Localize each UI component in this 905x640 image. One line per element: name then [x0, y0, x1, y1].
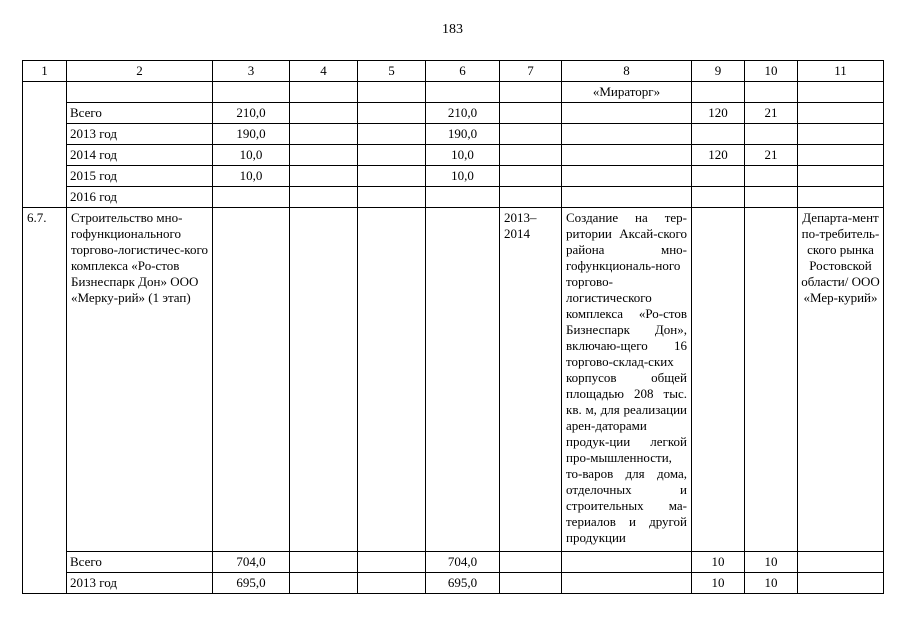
- item-period: 2013–2014: [500, 208, 562, 552]
- cell-col6: [426, 187, 500, 208]
- program-table: [22, 60, 884, 594]
- header-cell: 3: [213, 61, 290, 82]
- cell-col10: 21: [745, 145, 798, 166]
- row-label: Всего: [67, 552, 213, 573]
- row-label: 2016 год: [67, 187, 213, 208]
- header-cell: 5: [358, 61, 426, 82]
- row-label: 2013 год: [67, 573, 213, 594]
- table-row: [23, 82, 884, 103]
- item-row: [23, 208, 884, 552]
- cell-col6: 210,0: [426, 103, 500, 124]
- cell-col3: 695,0: [213, 573, 290, 594]
- row-label: 2013 год: [67, 124, 213, 145]
- row-label: Всего: [67, 103, 213, 124]
- cell-col3: 10,0: [213, 166, 290, 187]
- cell-col9: 120: [692, 103, 745, 124]
- row-label: 2015 год: [67, 166, 213, 187]
- cell-col10: 10: [745, 552, 798, 573]
- table-row: [23, 145, 884, 166]
- row-label: 2014 год: [67, 145, 213, 166]
- cell-col10: [745, 166, 798, 187]
- header-cell: 10: [745, 61, 798, 82]
- table-row: [23, 552, 884, 573]
- header-cell: 2: [67, 61, 213, 82]
- table-row: [23, 573, 884, 594]
- cell-col10: 10: [745, 573, 798, 594]
- item-executor: Департа-мент по-требитель-ского рынка Ростовской области/ ООО «Мер-курий»: [798, 208, 884, 552]
- cell-col3: 10,0: [213, 145, 290, 166]
- cell-col6: 704,0: [426, 552, 500, 573]
- table-row: [23, 166, 884, 187]
- header-cell: 8: [562, 61, 692, 82]
- cell-col10: 21: [745, 103, 798, 124]
- header-cell: 11: [798, 61, 884, 82]
- cell-col9: [692, 187, 745, 208]
- header-cell: 7: [500, 61, 562, 82]
- cell-col6: 10,0: [426, 166, 500, 187]
- cell-col3: [213, 187, 290, 208]
- cell-col9: [692, 166, 745, 187]
- cell-col6: 190,0: [426, 124, 500, 145]
- table-row: [23, 187, 884, 208]
- cell-col9: 10: [692, 552, 745, 573]
- continuation-text: «Мираторг»: [562, 82, 692, 103]
- cell-col3: 210,0: [213, 103, 290, 124]
- table-row: [23, 124, 884, 145]
- page-number: 183: [442, 22, 463, 37]
- item-title: Строительство мно-гофункционального торгово-логистичес-кого комплекса «Ро-стов Бизнеспарк Дон» ООО «Мерку-рий» (1 этап): [67, 208, 213, 552]
- cell-col9: 120: [692, 145, 745, 166]
- cell-col6: 10,0: [426, 145, 500, 166]
- blank-number-cell: [23, 82, 67, 208]
- cell-col9: [692, 124, 745, 145]
- cell-col10: [745, 124, 798, 145]
- table-row: [23, 103, 884, 124]
- cell-col10: [745, 187, 798, 208]
- header-cell: 9: [692, 61, 745, 82]
- item-result: Создание на тер-ритории Аксай-ского района мно-гофункциональ-ного торгово-логистического комплекса «Ро-стов Бизнеспарк Дон», включаю-щего 16 торгово-склад-ских корпусов общей площадью 208 тыс. кв. м, для реализации арен-даторами продук-ции легкой про-мышленности, то-варов для дома, отделочных и строительных ма-териалов и другой продукции: [562, 208, 692, 552]
- header-cell: 1: [23, 61, 67, 82]
- cell-col3: 190,0: [213, 124, 290, 145]
- item-number: 6.7.: [23, 208, 67, 594]
- cell-col6: 695,0: [426, 573, 500, 594]
- header-cell: 6: [426, 61, 500, 82]
- header-cell: 4: [290, 61, 358, 82]
- header-row: [23, 61, 884, 82]
- cell-col9: 10: [692, 573, 745, 594]
- cell-col3: 704,0: [213, 552, 290, 573]
